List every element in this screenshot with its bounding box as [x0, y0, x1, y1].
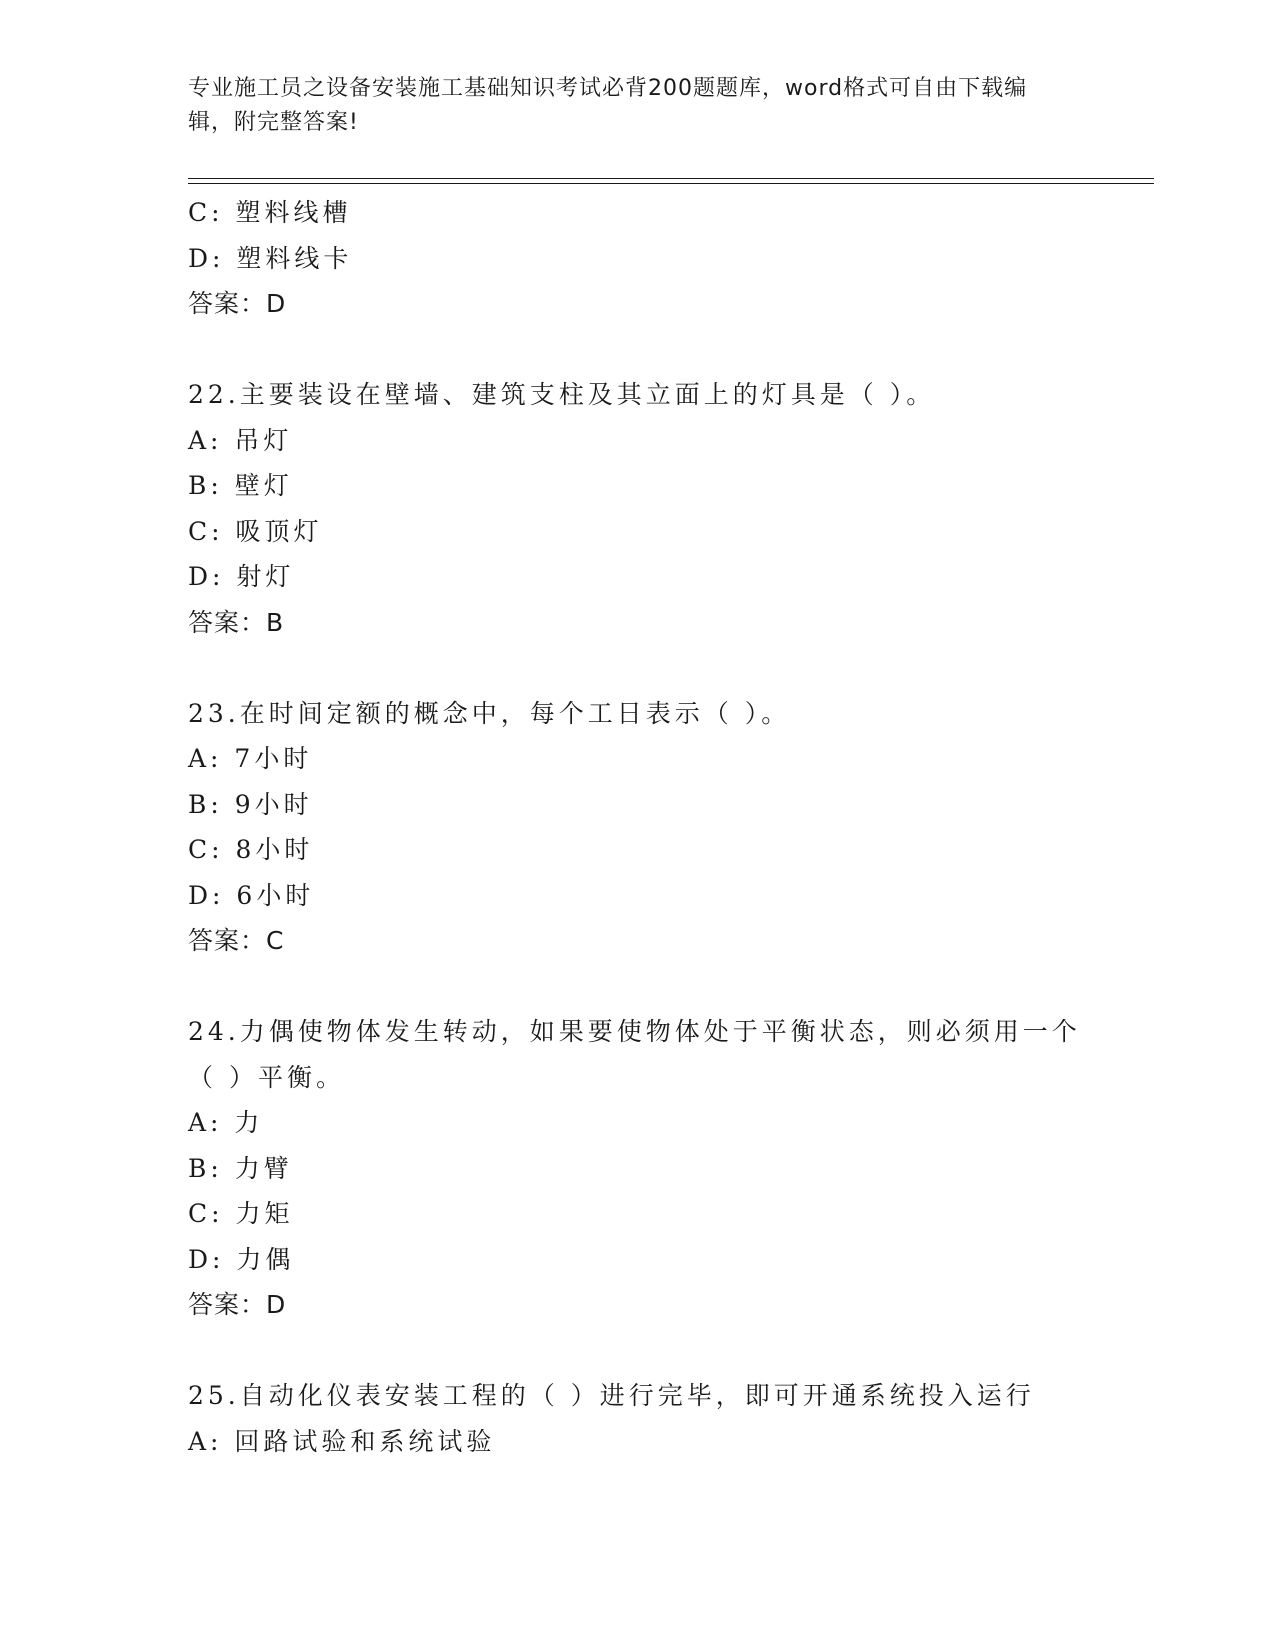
option-a: A: 7小时 [188, 744, 313, 773]
block-spacer [188, 327, 1088, 373]
question-text: 22.主要装设在壁墙、建筑支柱及其立面上的灯具是（ ）。 [188, 380, 936, 409]
question-text: 23.在时间定额的概念中，每个工日表示（ ）。 [188, 698, 791, 728]
question-text: 24.力偶使物体发生转动，如果要使物体处于平衡状态，则必须用一个（ ）平衡。 [188, 1017, 1081, 1092]
option-c: C: 8小时 [188, 835, 314, 864]
header-divider-top [188, 178, 1154, 179]
option-a: A: 吊灯 [188, 425, 293, 455]
option-d: D: 力偶 [188, 1244, 295, 1274]
option-d: D: 塑料线卡 [188, 243, 353, 273]
question-block-24 [188, 1009, 1088, 1328]
question-text: 25.自动化仪表安装工程的（ ）进行完毕，即可开通系统投入运行 [188, 1381, 1035, 1410]
answer-line: 答案：B [188, 607, 285, 637]
option-c: C: 力矩 [188, 1199, 294, 1228]
option-d: D: 6小时 [188, 880, 315, 910]
option-a: A: 回路试验和系统试验 [188, 1426, 496, 1456]
question-block-23 [188, 691, 1088, 964]
block-spacer [188, 1328, 1088, 1374]
answer-line: 答案：D [188, 289, 287, 318]
option-d: D: 射灯 [188, 562, 295, 591]
answer-line: 答案：C [188, 926, 285, 955]
document-header: 专业施工员之设备安装施工基础知识考试必背200题题库，word格式可自由下载编辑，附完整答案! [188, 76, 1028, 135]
question-block-21 [188, 190, 1088, 327]
option-b: B: 力臂 [188, 1153, 293, 1183]
option-b: B: 壁灯 [188, 471, 293, 500]
option-c: C: 吸顶灯 [188, 516, 323, 546]
answer-line: 答案：D [188, 1290, 287, 1319]
question-block-25 [188, 1373, 1088, 1464]
question-list [188, 190, 1088, 1464]
header-divider-bottom [188, 183, 1154, 184]
option-c: C: 塑料线槽 [188, 198, 352, 227]
block-spacer [188, 645, 1088, 691]
option-a: A: 力 [188, 1108, 264, 1137]
option-b: B: 9小时 [188, 789, 313, 819]
block-spacer [188, 964, 1088, 1010]
question-block-22 [188, 372, 1088, 645]
